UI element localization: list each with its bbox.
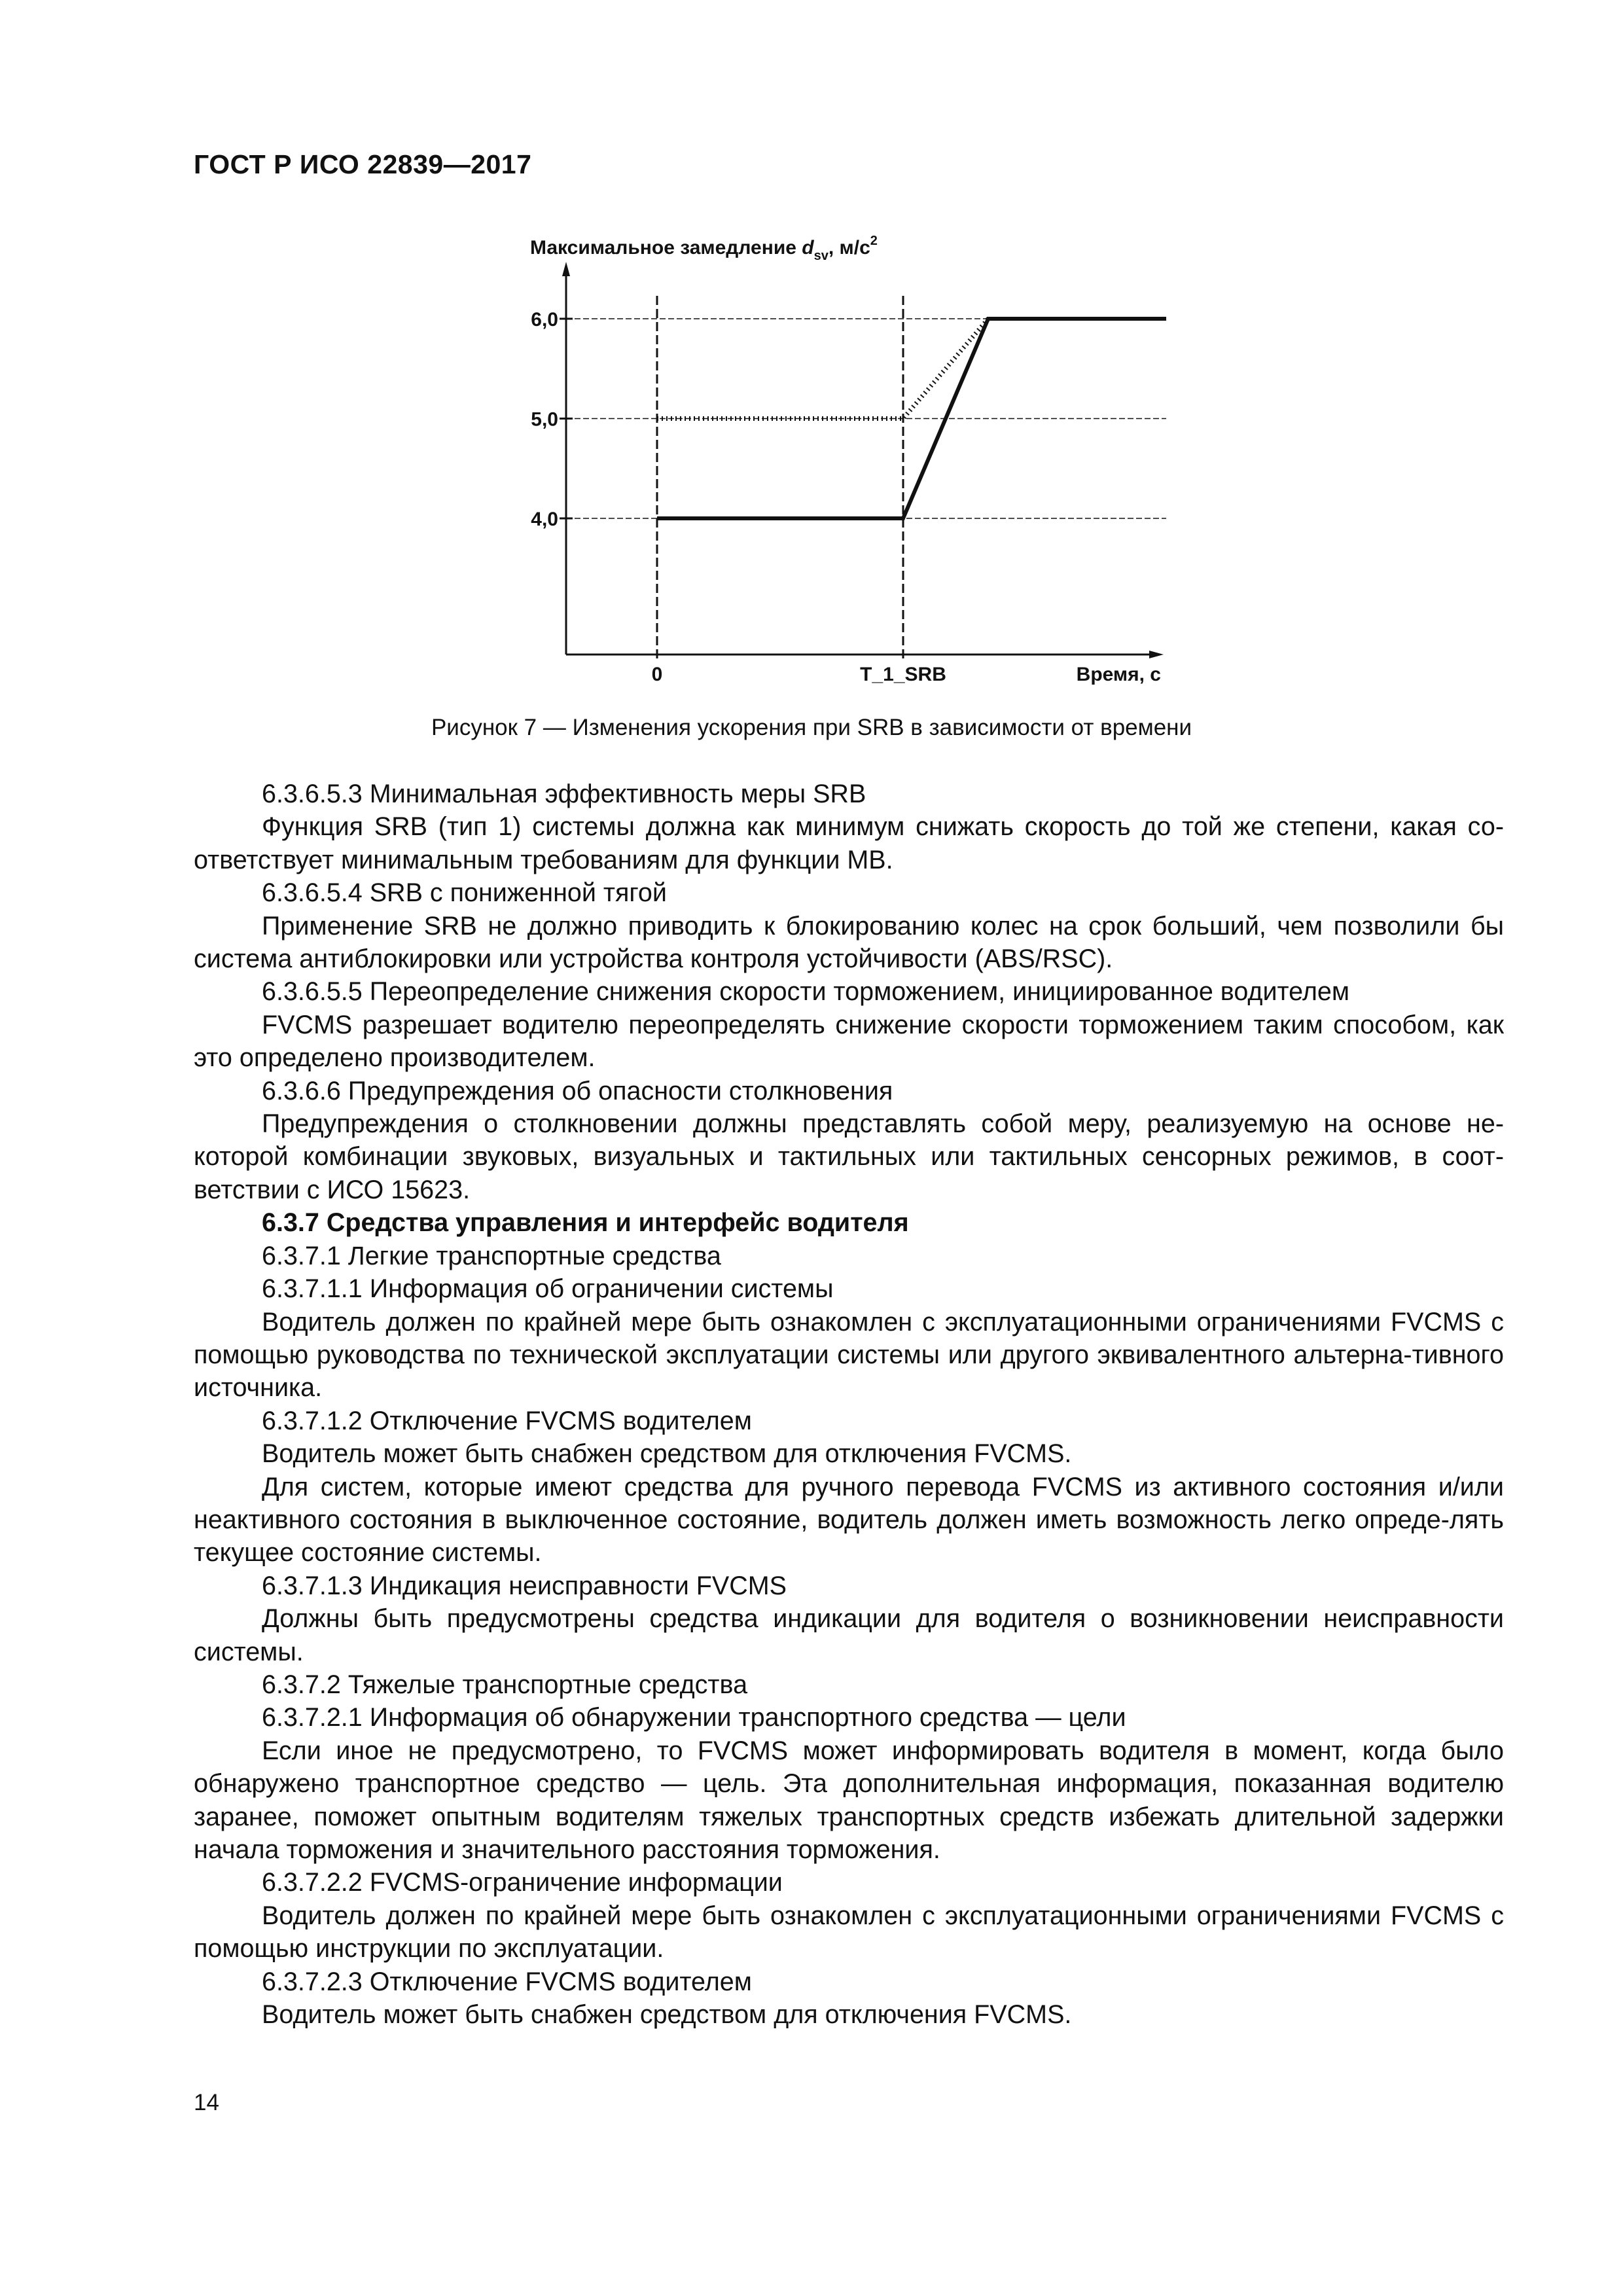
body-text [194, 778, 1504, 2031]
paragraph: Должны быть предусмотрены средства индикации для водителя о возникновении неисправности системы. [194, 1604, 1504, 1666]
paragraph: Водитель может быть снабжен средством для отключения FVCMS. [262, 2000, 1072, 2030]
deceleration-chart [497, 223, 1230, 694]
y-tick-label: 4,0 [531, 509, 558, 530]
document-header: ГОСТ Р ИСО 22839—2017 [194, 149, 532, 179]
paragraph: 6.3.7.2.3 Отключение FVCMS водителем [262, 1967, 752, 1996]
section-heading: 6.3.7 Средства управления и интерфейс водителя [262, 1208, 909, 1238]
paragraph: Предупреждения о столкновении должны представлять собой меру, реализуемую на основе не-которой комбинации звуковых, визуальных и тактильных или тактильных сенсорных режимов, в соот-ветствии с ИСО 15623. [194, 1109, 1504, 1204]
figure-caption: Рисунок 7 — Изменения ускорения при SRB в зависимости от времени [431, 715, 1192, 740]
series-dotted-line [657, 319, 988, 419]
y-tick-label: 6,0 [531, 309, 558, 331]
x-axis-label: Время, с [1076, 664, 1161, 685]
paragraph: 6.3.7.2.1 Информация об обнаружении транспортного средства — цели [262, 1703, 1126, 1732]
paragraph: Для систем, которые имеют средства для ручного перевода FVCMS из активного состояния и/или неактивного состояния в выключенное состояние, водитель должен иметь возможность легко опреде-лять текущее состояние системы. [194, 1472, 1504, 1568]
paragraph: Применение SRB не должно приводить к блокированию колес на срок больший, чем позволили бы система антиблокировки или устройства контроля устойчивости (ABS/RSC). [194, 911, 1504, 974]
paragraph: 6.3.7.1.3 Индикация неисправности FVCMS [262, 1571, 787, 1600]
paragraph: Водитель должен по крайней мере быть ознакомлен с эксплуатационными ограничениями FVCMS с помощью руководства по технической эксплуатации системы или другого эквивалентного альтерна-тивного источника. [194, 1307, 1504, 1403]
x-tick-zero: 0 [651, 664, 663, 685]
paragraph: 6.3.7.1.1 Информация об ограничении системы [262, 1274, 834, 1304]
paragraph: 6.3.6.5.4 SRB с пониженной тягой [262, 878, 667, 908]
paragraph: Если иное не предусмотрено, то FVCMS может информировать водителя в момент, когда было обнаружено транспортное средство — цель. Эта дополнительная информация, показанная водителю заранее, поможет опытным водителям тяжелых транспортных средств избежать длительной задержки начала торможения и значительного расстояния торможения. [194, 1736, 1504, 1864]
x-axis-arrow [1149, 651, 1164, 658]
paragraph: 6.3.6.5.3 Минимальная эффективность меры SRB [262, 780, 866, 808]
page-number: 14 [194, 2090, 219, 2115]
y-tick-labels [531, 309, 558, 530]
paragraph: 6.3.7.1.2 Отключение FVCMS водителем [262, 1406, 752, 1435]
paragraph: Функция SRB (тип 1) системы должна как минимум снижать скорость до той же степени, какая со-ответствует минимальным требованиям для функции MB. [194, 812, 1504, 874]
chart-grid [560, 296, 1166, 660]
y-tick-label: 5,0 [531, 408, 558, 431]
y-axis-title: Максимальное замедление $d_{sv}$, $м/с^2$ [530, 234, 878, 263]
paragraph: 6.3.6.6 Предупреждения об опасности столкновения [262, 1076, 893, 1105]
paragraph: 6.3.7.2.2 FVCMS-ограничение информации [262, 1868, 783, 1897]
paragraph: 6.3.7.1 Легкие транспортные средства [262, 1241, 721, 1270]
paragraph: 6.3.6.5.5 Переопределение снижения скорости торможением, инициированное водителем [262, 977, 1350, 1007]
paragraph: FVCMS разрешает водителю переопределять снижение скорости торможением таким способом, как это определено производителем. [194, 1010, 1504, 1073]
paragraph: Водитель может быть снабжен средством для отключения FVCMS. [262, 1439, 1072, 1469]
paragraph: Водитель должен по крайней мере быть ознакомлен с эксплуатационными ограничениями FVCMS с помощью инструкции по эксплуатации. [194, 1901, 1504, 1964]
paragraph: 6.3.7.2 Тяжелые транспортные средства [262, 1670, 748, 1699]
figure-7 [497, 223, 1230, 694]
y-axis-arrow [562, 262, 570, 276]
x-tick-t1srb: T_1_SRB [860, 664, 946, 685]
